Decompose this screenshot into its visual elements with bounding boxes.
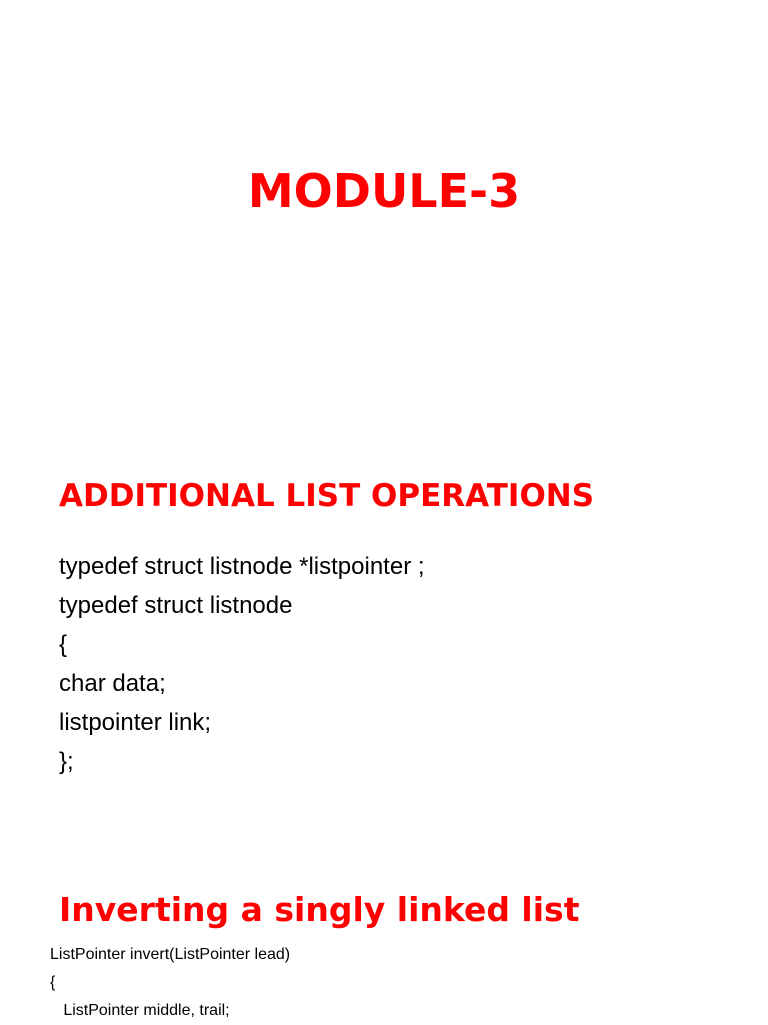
code-line: };: [59, 748, 74, 775]
code-line: listpointer link;: [59, 709, 212, 736]
module-title: MODULE-3: [247, 164, 521, 218]
code-line: typedef struct listnode: [59, 592, 293, 619]
code-line: ListPointer invert(ListPointer lead): [50, 946, 291, 963]
code-line: {: [59, 631, 68, 658]
code-line: {: [50, 974, 56, 991]
code-line: typedef struct listnode *listpointer ;: [59, 553, 425, 580]
invert-function-code: [50, 941, 290, 1025]
section-heading-additional-list-operations: ADDITIONAL LIST OPERATIONS: [59, 478, 595, 514]
section-heading-inverting-list: Inverting a singly linked list: [59, 890, 580, 929]
struct-definition-code: [59, 547, 425, 781]
code-line: ListPointer middle, trail;: [50, 1002, 230, 1019]
code-line: char data;: [59, 670, 166, 697]
